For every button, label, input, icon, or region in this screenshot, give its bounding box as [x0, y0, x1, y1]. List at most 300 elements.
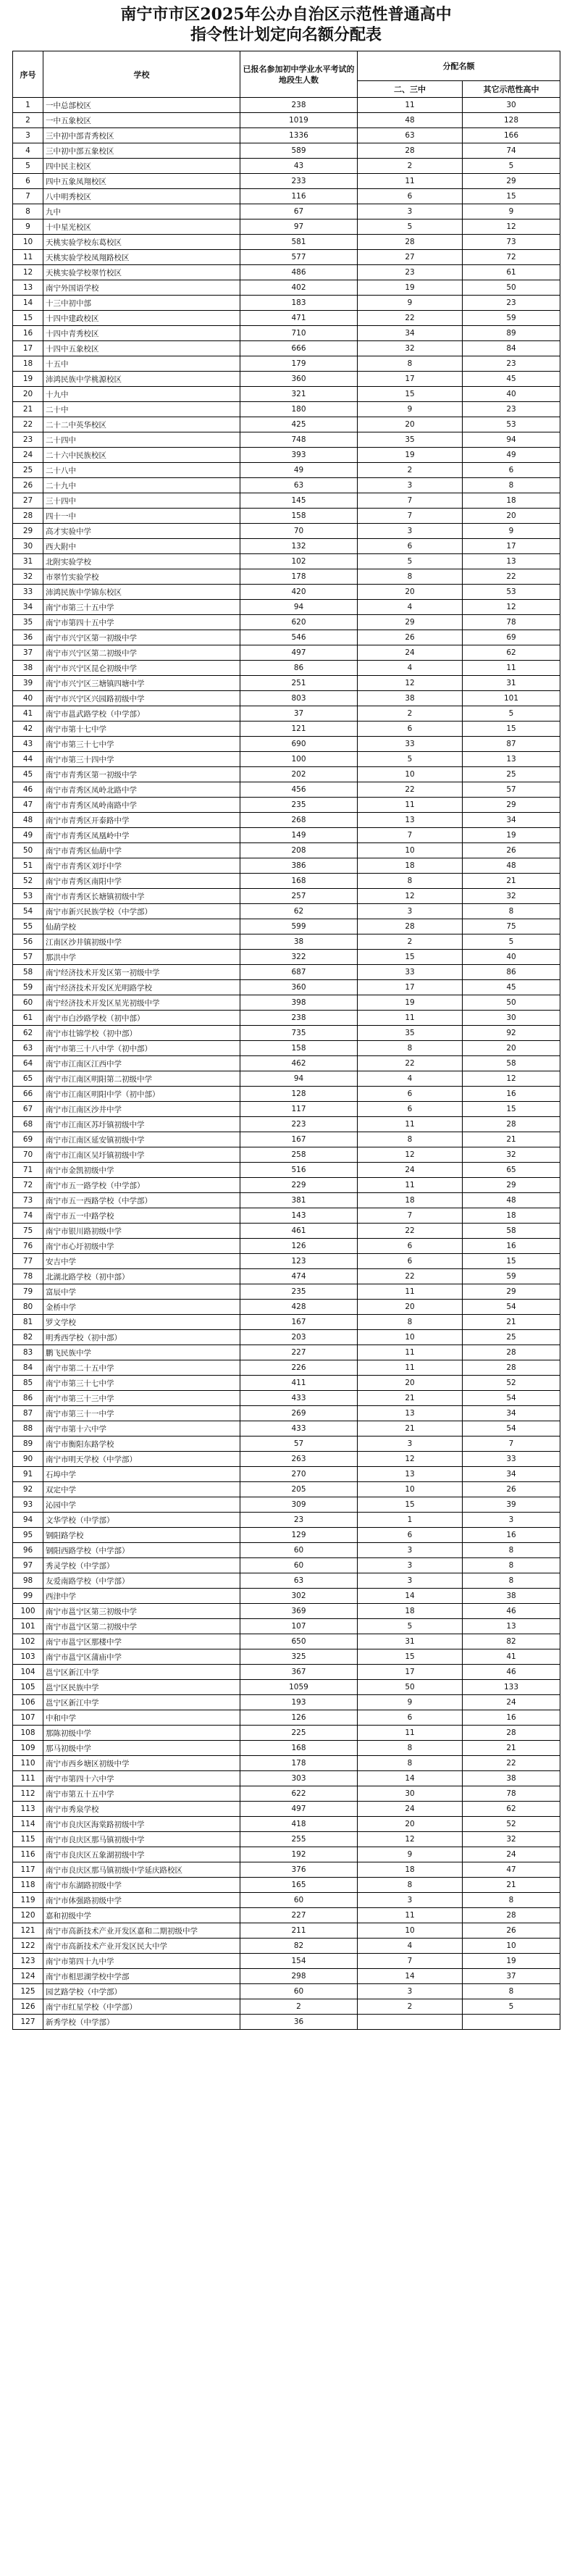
- cell-alloc-23: 12: [358, 1147, 463, 1163]
- table-row: [13, 1954, 560, 1969]
- cell-alloc-other: 86: [463, 965, 560, 980]
- cell-school: 南宁市江南区吴圩镇初级中学: [43, 1147, 240, 1163]
- cell-alloc-other: 8: [463, 904, 560, 919]
- cell-no: 65: [13, 1071, 43, 1087]
- cell-count: 474: [240, 1269, 358, 1284]
- cell-count: 1019: [240, 113, 358, 128]
- cell-count: 225: [240, 1726, 358, 1741]
- table-row: [13, 1482, 560, 1497]
- cell-count: 117: [240, 1102, 358, 1117]
- table-row: [13, 874, 560, 889]
- cell-alloc-other: 26: [463, 1923, 560, 1939]
- cell-no: 57: [13, 950, 43, 965]
- cell-alloc-other: [463, 2015, 560, 2030]
- cell-alloc-other: 21: [463, 1741, 560, 1756]
- cell-alloc-other: 16: [463, 1087, 560, 1102]
- cell-count: 123: [240, 1254, 358, 1269]
- cell-school: 沁园中学: [43, 1497, 240, 1513]
- cell-alloc-23: 23: [358, 265, 463, 280]
- cell-no: 104: [13, 1665, 43, 1680]
- table-row: [13, 752, 560, 767]
- header-count: 已报名参加初中学业水平考试的地段生人数: [240, 51, 358, 98]
- cell-no: 17: [13, 341, 43, 356]
- cell-no: 81: [13, 1315, 43, 1330]
- cell-no: 25: [13, 463, 43, 478]
- table-row: [13, 1543, 560, 1558]
- cell-alloc-23: 8: [358, 356, 463, 372]
- cell-school: 秀灵学校（中学部）: [43, 1558, 240, 1573]
- cell-school: 十五中: [43, 356, 240, 372]
- cell-no: 77: [13, 1254, 43, 1269]
- cell-alloc-23: 3: [358, 1558, 463, 1573]
- header-sub-23: 二、三中: [358, 81, 463, 98]
- table-row: [13, 1391, 560, 1406]
- cell-count: 60: [240, 1558, 358, 1573]
- cell-alloc-other: 21: [463, 1132, 560, 1147]
- cell-alloc-23: [358, 2015, 463, 2030]
- table-row: [13, 402, 560, 417]
- cell-alloc-23: 5: [358, 219, 463, 235]
- cell-alloc-23: 3: [358, 204, 463, 219]
- cell-no: 93: [13, 1497, 43, 1513]
- cell-no: 83: [13, 1345, 43, 1360]
- cell-alloc-23: 3: [358, 1893, 463, 1908]
- cell-school: 园艺路学校（中学部）: [43, 1984, 240, 1999]
- cell-no: 29: [13, 524, 43, 539]
- cell-school: 江南区沙井镇初级中学: [43, 934, 240, 950]
- cell-alloc-other: 21: [463, 1878, 560, 1893]
- cell-alloc-other: 29: [463, 1284, 560, 1300]
- cell-alloc-other: 8: [463, 478, 560, 493]
- table-row: [13, 1193, 560, 1208]
- cell-alloc-other: 13: [463, 752, 560, 767]
- cell-alloc-23: 18: [358, 1604, 463, 1619]
- cell-no: 7: [13, 189, 43, 204]
- cell-alloc-23: 4: [358, 1071, 463, 1087]
- cell-alloc-23: 11: [358, 1908, 463, 1923]
- cell-alloc-other: 166: [463, 128, 560, 143]
- cell-count: 233: [240, 174, 358, 189]
- cell-count: 257: [240, 889, 358, 904]
- cell-no: 63: [13, 1041, 43, 1056]
- table-row: [13, 174, 560, 189]
- table-row: [13, 1345, 560, 1360]
- cell-alloc-other: 53: [463, 585, 560, 600]
- cell-alloc-23: 14: [358, 1969, 463, 1984]
- cell-no: 123: [13, 1954, 43, 1969]
- cell-count: 62: [240, 904, 358, 919]
- cell-school: 仙葫学校: [43, 919, 240, 934]
- cell-school: 南宁市白沙路学校（初中部）: [43, 1011, 240, 1026]
- cell-school: 市翠竹实验学校: [43, 569, 240, 585]
- table-row: [13, 645, 560, 661]
- cell-alloc-23: 6: [358, 1102, 463, 1117]
- table-row: [13, 1284, 560, 1300]
- cell-count: 178: [240, 1756, 358, 1771]
- cell-alloc-other: 30: [463, 98, 560, 113]
- cell-school: 嘉和初级中学: [43, 1908, 240, 1923]
- cell-school: 南宁市青秀区凤凰岭中学: [43, 828, 240, 843]
- table-row: [13, 934, 560, 950]
- cell-no: 14: [13, 296, 43, 311]
- cell-no: 90: [13, 1452, 43, 1467]
- cell-alloc-other: 128: [463, 113, 560, 128]
- table-row: [13, 98, 560, 113]
- cell-alloc-23: 17: [358, 372, 463, 387]
- cell-alloc-23: 33: [358, 965, 463, 980]
- cell-school: 南宁市青秀区长塘镇初级中学: [43, 889, 240, 904]
- cell-count: 425: [240, 417, 358, 432]
- cell-no: 84: [13, 1360, 43, 1376]
- cell-count: 622: [240, 1786, 358, 1802]
- table-row: [13, 448, 560, 463]
- cell-alloc-23: 13: [358, 1406, 463, 1421]
- cell-no: 111: [13, 1771, 43, 1786]
- table-row: [13, 585, 560, 600]
- cell-no: 9: [13, 219, 43, 235]
- cell-no: 86: [13, 1391, 43, 1406]
- cell-alloc-other: 61: [463, 265, 560, 280]
- table-row: [13, 1756, 560, 1771]
- cell-alloc-23: 34: [358, 326, 463, 341]
- header-sub-other: 其它示范性高中: [463, 81, 560, 98]
- cell-alloc-23: 29: [358, 615, 463, 630]
- table-row: [13, 1011, 560, 1026]
- cell-alloc-other: 17: [463, 539, 560, 554]
- cell-alloc-other: 82: [463, 1634, 560, 1649]
- cell-count: 238: [240, 1011, 358, 1026]
- cell-count: 411: [240, 1376, 358, 1391]
- cell-alloc-other: 53: [463, 417, 560, 432]
- cell-alloc-other: 26: [463, 1482, 560, 1497]
- cell-alloc-other: 48: [463, 858, 560, 874]
- cell-school: 南宁市红星学校（中学部）: [43, 1999, 240, 2015]
- cell-school: 邕宁区新江中学: [43, 1695, 240, 1710]
- cell-no: 44: [13, 752, 43, 767]
- cell-school: 邕宁区民族中学: [43, 1680, 240, 1695]
- cell-alloc-23: 6: [358, 1087, 463, 1102]
- table-row: [13, 1437, 560, 1452]
- cell-count: 238: [240, 98, 358, 113]
- cell-alloc-23: 21: [358, 1421, 463, 1437]
- cell-school: 南宁市邕宁区第二初级中学: [43, 1619, 240, 1634]
- cell-count: 167: [240, 1132, 358, 1147]
- cell-no: 78: [13, 1269, 43, 1284]
- cell-school: 南宁市五一西路学校（中学部）: [43, 1193, 240, 1208]
- cell-school: 南宁市邕宁区蒲庙中学: [43, 1649, 240, 1665]
- table-row: [13, 1741, 560, 1756]
- cell-school: 南宁市五一路学校（中学部）: [43, 1178, 240, 1193]
- cell-school: 十四中青秀校区: [43, 326, 240, 341]
- cell-no: 22: [13, 417, 43, 432]
- cell-school: 高才实验中学: [43, 524, 240, 539]
- cell-alloc-23: 17: [358, 1665, 463, 1680]
- cell-count: 211: [240, 1923, 358, 1939]
- cell-no: 28: [13, 509, 43, 524]
- cell-count: 456: [240, 782, 358, 798]
- cell-alloc-23: 13: [358, 1467, 463, 1482]
- cell-count: 461: [240, 1224, 358, 1239]
- table-row: [13, 554, 560, 569]
- cell-count: 205: [240, 1482, 358, 1497]
- cell-no: 97: [13, 1558, 43, 1573]
- cell-count: 418: [240, 1817, 358, 1832]
- table-row: [13, 372, 560, 387]
- table-row: [13, 1071, 560, 1087]
- table-row: [13, 113, 560, 128]
- cell-alloc-other: 72: [463, 250, 560, 265]
- cell-alloc-23: 5: [358, 1619, 463, 1634]
- table-row: [13, 1908, 560, 1923]
- table-row: [13, 356, 560, 372]
- cell-school: 南宁市良庆区那马镇初级中学延庆路校区: [43, 1862, 240, 1878]
- table-row: [13, 265, 560, 280]
- cell-alloc-other: 65: [463, 1163, 560, 1178]
- cell-no: 34: [13, 600, 43, 615]
- table-row: [13, 615, 560, 630]
- cell-school: 南宁市第三十七中学: [43, 737, 240, 752]
- cell-alloc-other: 54: [463, 1421, 560, 1437]
- cell-no: 107: [13, 1710, 43, 1726]
- cell-count: 178: [240, 569, 358, 585]
- cell-school: 一中总部校区: [43, 98, 240, 113]
- cell-school: 二十四中: [43, 432, 240, 448]
- cell-count: 223: [240, 1117, 358, 1132]
- cell-no: 114: [13, 1817, 43, 1832]
- table-row: [13, 889, 560, 904]
- cell-no: 45: [13, 767, 43, 782]
- cell-count: 735: [240, 1026, 358, 1041]
- cell-count: 38: [240, 934, 358, 950]
- cell-alloc-23: 4: [358, 600, 463, 615]
- cell-count: 398: [240, 995, 358, 1011]
- title-line-1: 南宁市市区2025年公办自治区示范性普通高中: [120, 5, 452, 24]
- cell-count: 433: [240, 1421, 358, 1437]
- table-row: [13, 1969, 560, 1984]
- cell-alloc-23: 5: [358, 752, 463, 767]
- cell-school: 南宁市江南区延安镇初级中学: [43, 1132, 240, 1147]
- cell-alloc-other: 33: [463, 1452, 560, 1467]
- cell-alloc-23: 8: [358, 1041, 463, 1056]
- cell-school: 四十一中: [43, 509, 240, 524]
- cell-school: 南宁经济技术开发区星光初级中学: [43, 995, 240, 1011]
- cell-count: 620: [240, 615, 358, 630]
- cell-count: 168: [240, 1741, 358, 1756]
- cell-count: 149: [240, 828, 358, 843]
- cell-school: 二十六中民族校区: [43, 448, 240, 463]
- cell-alloc-other: 8: [463, 1893, 560, 1908]
- cell-school: 三中初中部五象校区: [43, 143, 240, 159]
- cell-no: 39: [13, 676, 43, 691]
- cell-alloc-other: 78: [463, 615, 560, 630]
- cell-alloc-23: 6: [358, 1239, 463, 1254]
- cell-alloc-23: 28: [358, 143, 463, 159]
- cell-alloc-other: 48: [463, 1193, 560, 1208]
- cell-count: 67: [240, 204, 358, 219]
- cell-school: 南宁市第二十五中学: [43, 1360, 240, 1376]
- cell-school: 那马初级中学: [43, 1741, 240, 1756]
- cell-alloc-23: 27: [358, 250, 463, 265]
- cell-no: 38: [13, 661, 43, 676]
- table-row: [13, 1360, 560, 1376]
- cell-no: 5: [13, 159, 43, 174]
- cell-alloc-other: 16: [463, 1239, 560, 1254]
- cell-alloc-other: 15: [463, 189, 560, 204]
- cell-alloc-other: 16: [463, 1528, 560, 1543]
- cell-school: 南宁市壮锦学校（初中部）: [43, 1026, 240, 1041]
- cell-no: 96: [13, 1543, 43, 1558]
- cell-alloc-23: 18: [358, 858, 463, 874]
- cell-alloc-other: 41: [463, 1649, 560, 1665]
- cell-alloc-23: 9: [358, 1847, 463, 1862]
- table-row: [13, 1680, 560, 1695]
- cell-count: 589: [240, 143, 358, 159]
- table-row: [13, 478, 560, 493]
- cell-no: 11: [13, 250, 43, 265]
- table-row: [13, 1513, 560, 1528]
- cell-alloc-other: 62: [463, 1802, 560, 1817]
- cell-no: 52: [13, 874, 43, 889]
- cell-alloc-other: 69: [463, 630, 560, 645]
- cell-school: 四中五象凤翔校区: [43, 174, 240, 189]
- cell-alloc-23: 11: [358, 174, 463, 189]
- cell-no: 119: [13, 1893, 43, 1908]
- cell-alloc-other: 32: [463, 889, 560, 904]
- cell-count: 420: [240, 585, 358, 600]
- cell-school: 南宁市青秀区第一初级中学: [43, 767, 240, 782]
- cell-alloc-other: 21: [463, 874, 560, 889]
- cell-no: 19: [13, 372, 43, 387]
- table-row: [13, 1634, 560, 1649]
- header-school: 学校: [43, 51, 240, 98]
- cell-school: 北附实验学校: [43, 554, 240, 569]
- cell-alloc-23: 11: [358, 1011, 463, 1026]
- cell-alloc-23: 11: [358, 1726, 463, 1741]
- cell-alloc-23: 7: [358, 493, 463, 509]
- cell-alloc-other: 94: [463, 432, 560, 448]
- cell-count: 748: [240, 432, 358, 448]
- cell-no: 55: [13, 919, 43, 934]
- cell-no: 23: [13, 432, 43, 448]
- table-row: [13, 630, 560, 645]
- cell-school: 那陈初级中学: [43, 1726, 240, 1741]
- cell-alloc-other: 5: [463, 159, 560, 174]
- cell-alloc-other: 12: [463, 1071, 560, 1087]
- cell-count: 227: [240, 1345, 358, 1360]
- cell-school: 三十四中: [43, 493, 240, 509]
- table-row: [13, 1589, 560, 1604]
- cell-alloc-other: 45: [463, 980, 560, 995]
- table-row: [13, 417, 560, 432]
- cell-count: 23: [240, 1513, 358, 1528]
- cell-alloc-23: 1: [358, 1513, 463, 1528]
- cell-alloc-other: 74: [463, 143, 560, 159]
- cell-count: 381: [240, 1193, 358, 1208]
- cell-alloc-other: 15: [463, 1102, 560, 1117]
- cell-school: 南宁市兴宁区三塘镇四塘中学: [43, 676, 240, 691]
- cell-no: 20: [13, 387, 43, 402]
- cell-count: 143: [240, 1208, 358, 1224]
- cell-alloc-23: 28: [358, 235, 463, 250]
- cell-alloc-23: 32: [358, 341, 463, 356]
- cell-alloc-23: 8: [358, 1315, 463, 1330]
- table-row: [13, 1102, 560, 1117]
- cell-count: 462: [240, 1056, 358, 1071]
- cell-no: 76: [13, 1239, 43, 1254]
- cell-alloc-other: 29: [463, 798, 560, 813]
- cell-alloc-23: 10: [358, 843, 463, 858]
- cell-count: 60: [240, 1543, 358, 1558]
- cell-alloc-other: 50: [463, 995, 560, 1011]
- cell-school: 金桥中学: [43, 1300, 240, 1315]
- cell-alloc-other: 54: [463, 1300, 560, 1315]
- cell-alloc-23: 11: [358, 1178, 463, 1193]
- cell-alloc-other: 22: [463, 569, 560, 585]
- cell-alloc-23: 21: [358, 1391, 463, 1406]
- table-row: [13, 235, 560, 250]
- table-row: [13, 1163, 560, 1178]
- cell-alloc-23: 50: [358, 1680, 463, 1695]
- cell-school: 南宁市明天学校（中学部）: [43, 1452, 240, 1467]
- cell-alloc-other: 62: [463, 645, 560, 661]
- cell-alloc-other: 34: [463, 1406, 560, 1421]
- cell-school: 八中明秀校区: [43, 189, 240, 204]
- cell-no: 24: [13, 448, 43, 463]
- cell-count: 263: [240, 1452, 358, 1467]
- cell-count: 208: [240, 843, 358, 858]
- cell-alloc-23: 20: [358, 585, 463, 600]
- header-no: 序号: [13, 51, 43, 98]
- cell-school: 南宁市东湖路初级中学: [43, 1878, 240, 1893]
- cell-count: 360: [240, 980, 358, 995]
- cell-no: 116: [13, 1847, 43, 1862]
- cell-school: 十中星光校区: [43, 219, 240, 235]
- cell-no: 51: [13, 858, 43, 874]
- cell-alloc-other: 24: [463, 1847, 560, 1862]
- cell-alloc-23: 31: [358, 1634, 463, 1649]
- table-row: [13, 341, 560, 356]
- cell-count: 303: [240, 1771, 358, 1786]
- cell-alloc-other: 28: [463, 1117, 560, 1132]
- cell-no: 82: [13, 1330, 43, 1345]
- cell-no: 118: [13, 1878, 43, 1893]
- cell-alloc-23: 3: [358, 478, 463, 493]
- cell-alloc-23: 24: [358, 1802, 463, 1817]
- cell-count: 70: [240, 524, 358, 539]
- cell-alloc-other: 23: [463, 356, 560, 372]
- cell-school: 南宁市高新技术产业开发区民大中学: [43, 1939, 240, 1954]
- table-row: [13, 524, 560, 539]
- cell-no: 122: [13, 1939, 43, 1954]
- cell-no: 72: [13, 1178, 43, 1193]
- cell-school: 九中: [43, 204, 240, 219]
- cell-count: 497: [240, 1802, 358, 1817]
- cell-no: 101: [13, 1619, 43, 1634]
- table-row: [13, 539, 560, 554]
- table-row: [13, 767, 560, 782]
- table-row: [13, 965, 560, 980]
- cell-school: 二十八中: [43, 463, 240, 478]
- cell-count: 158: [240, 1041, 358, 1056]
- cell-school: 钢阳路学校: [43, 1528, 240, 1543]
- cell-school: 石埠中学: [43, 1467, 240, 1482]
- cell-alloc-23: 3: [358, 1984, 463, 1999]
- cell-no: 74: [13, 1208, 43, 1224]
- cell-school: 三中初中部青秀校区: [43, 128, 240, 143]
- cell-count: 145: [240, 493, 358, 509]
- cell-alloc-23: 3: [358, 524, 463, 539]
- table-row: [13, 1528, 560, 1543]
